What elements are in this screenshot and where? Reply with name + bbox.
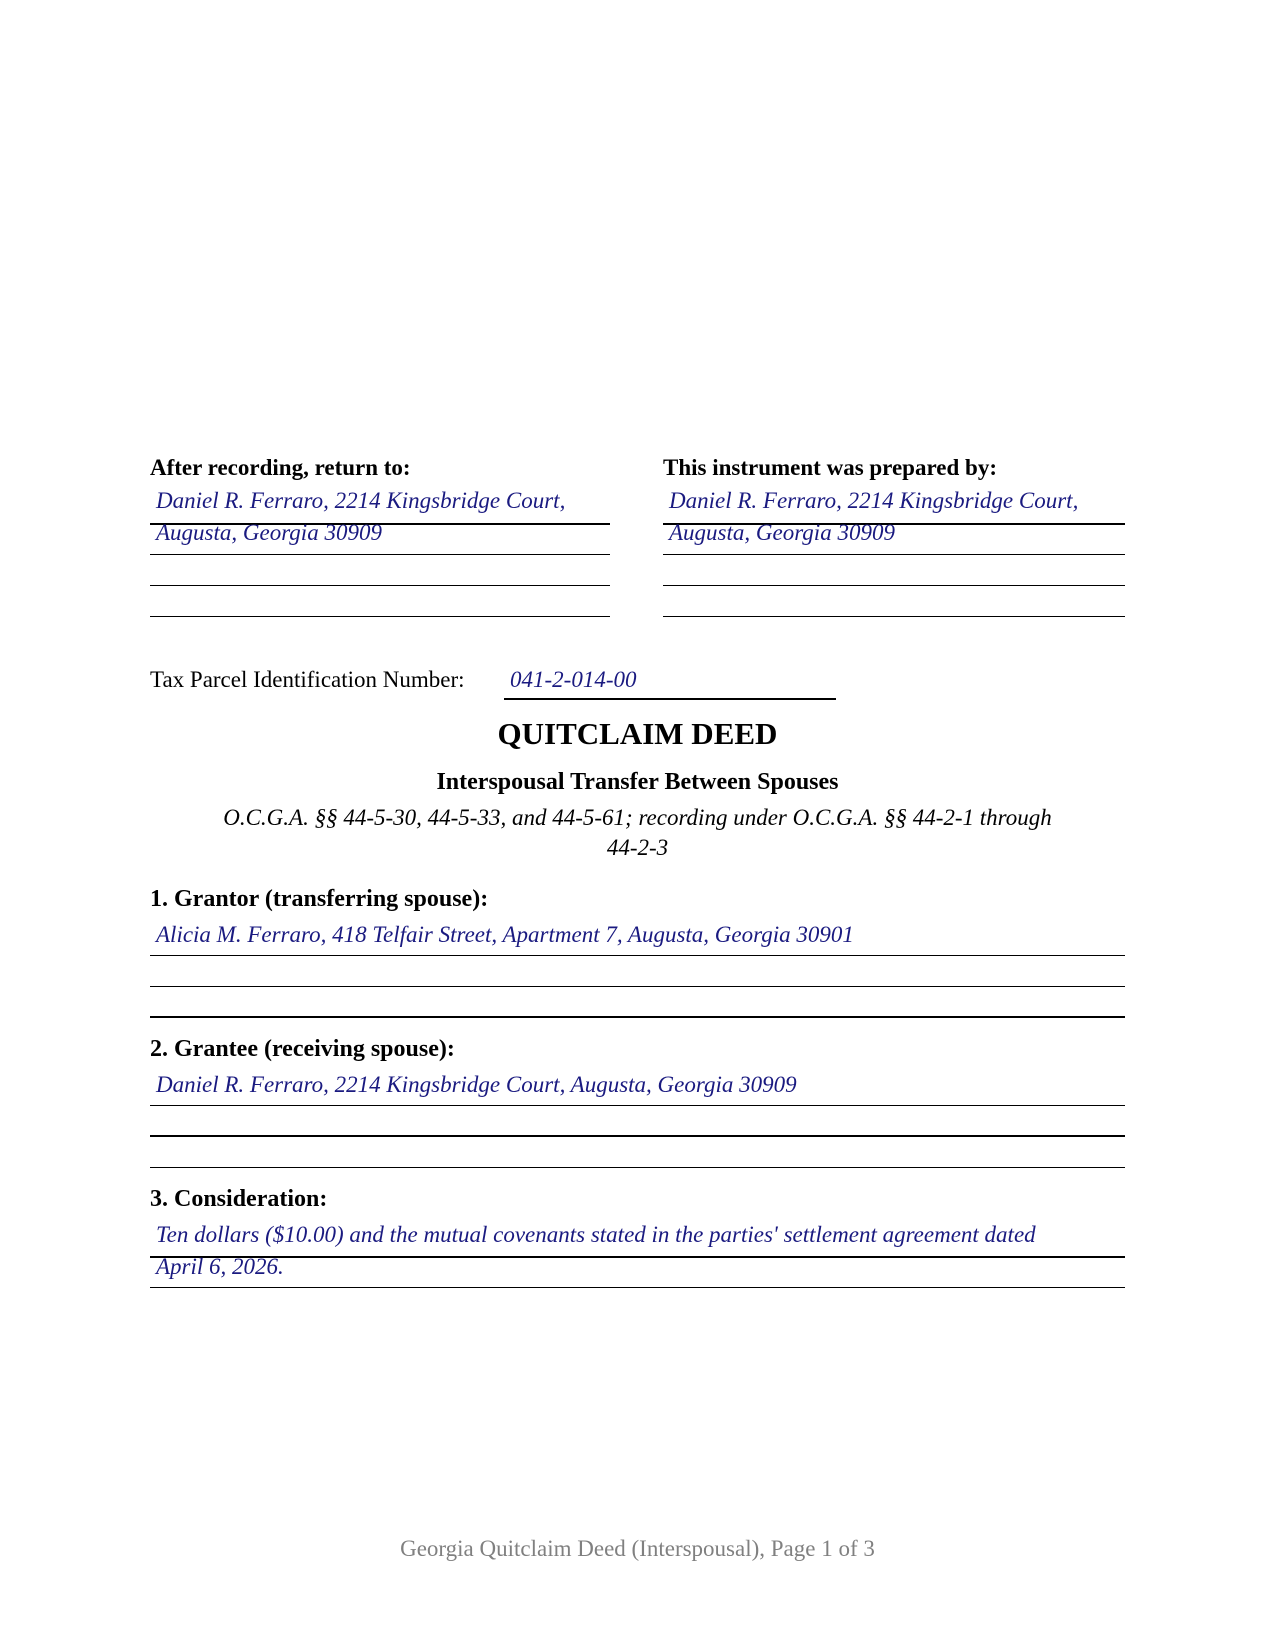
- statute-citation-line-1: O.C.G.A. §§ 44-5-30, 44-5-33, and 44-5-61; recording under O.C.G.A. §§ 44-2-1 through: [223, 805, 1052, 830]
- consideration-line-1[interactable]: Ten dollars ($10.00) and the mutual covenants stated in the parties' settlement agreement dated: [156, 1222, 1036, 1247]
- statute-citation-line-2: 44-2-3: [606, 835, 669, 860]
- grantor-rule-2: [150, 986, 1125, 987]
- document-subtitle: Interspousal Transfer Between Spouses: [436, 769, 839, 795]
- prepared-by-rule-2: [663, 554, 1125, 555]
- grantor-heading: 1. Grantor (transferring spouse):: [150, 886, 489, 912]
- page-footer: Georgia Quitclaim Deed (Interspousal), Page 1 of 3: [400, 1536, 875, 1561]
- grantee-rule-3: [150, 1167, 1125, 1168]
- consideration-rule-2: [150, 1287, 1125, 1288]
- document-title: QUITCLAIM DEED: [497, 716, 778, 751]
- prepared-by-line-1[interactable]: Daniel R. Ferraro, 2214 Kingsbridge Court,: [669, 488, 1079, 513]
- grantor-rule-1: [150, 955, 1125, 956]
- return-to-rule-2: [150, 554, 610, 555]
- return-to-rule-4: [150, 616, 610, 617]
- grantee-rule-1: [150, 1105, 1125, 1106]
- consideration-heading: 3. Consideration:: [150, 1186, 328, 1212]
- tax-parcel-value[interactable]: 041-2-014-00: [510, 667, 637, 692]
- prepared-by-heading: This instrument was prepared by:: [663, 455, 997, 480]
- grantee-heading: 2. Grantee (receiving spouse):: [150, 1036, 455, 1062]
- return-to-heading: After recording, return to:: [150, 455, 411, 480]
- return-to-rule-3: [150, 585, 610, 586]
- prepared-by-rule-4: [663, 616, 1125, 617]
- tax-parcel-rule: [504, 698, 836, 700]
- consideration-rule-1: [150, 1256, 1125, 1258]
- prepared-by-line-2[interactable]: Augusta, Georgia 30909: [669, 520, 895, 545]
- prepared-by-rule-3: [663, 585, 1125, 586]
- grantee-value[interactable]: Daniel R. Ferraro, 2214 Kingsbridge Court, Augusta, Georgia 30909: [156, 1072, 797, 1097]
- grantor-rule-3: [150, 1016, 1125, 1018]
- return-to-line-1[interactable]: Daniel R. Ferraro, 2214 Kingsbridge Court,: [156, 488, 566, 513]
- grantee-rule-2: [150, 1135, 1125, 1137]
- return-to-line-2[interactable]: Augusta, Georgia 30909: [156, 520, 382, 545]
- consideration-line-2[interactable]: April 6, 2026.: [156, 1254, 284, 1279]
- grantor-value[interactable]: Alicia M. Ferraro, 418 Telfair Street, Apartment 7, Augusta, Georgia 30901: [156, 922, 854, 947]
- tax-parcel-label: Tax Parcel Identification Number:: [150, 667, 465, 692]
